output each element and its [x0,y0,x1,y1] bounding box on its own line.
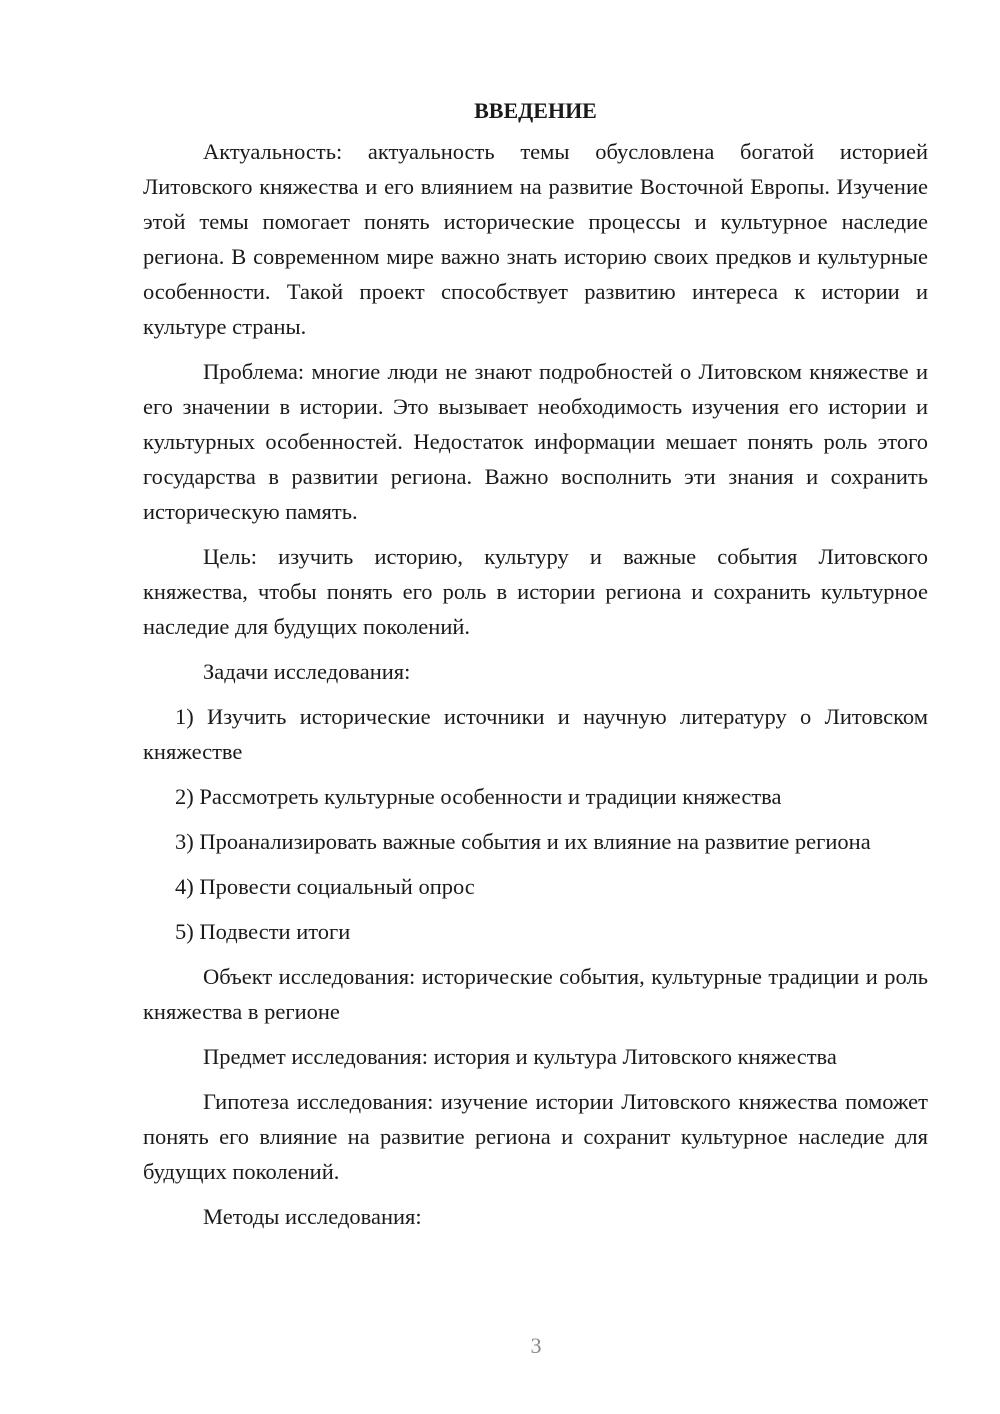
object-paragraph: Объект исследования: исторические события, культурные традиции и роль княжества в регионе [143,964,928,1024]
subject-paragraph: Предмет исследования: история и культура Литовского княжества [203,1044,837,1069]
task-item-3: 3) Проанализировать важные события и их влияние на развитие региона [175,829,871,854]
relevance-paragraph: Актуальность: актуальность темы обусловлена богатой историей Литовского княжества и его влиянием на развитие Восточной Европы. Изучение этой темы помогает понять исторические процессы и культурное наследие региона. В современном мире важно знать историю своих предков и культурные особенности. Такой проект способствует развитию интереса к истории и культуре страны. [143,139,928,339]
page-title: ВВЕДЕНИЕ [474,98,597,123]
problem-paragraph: Проблема: многие люди не знают подробностей о Литовском княжестве и его значении в истории. Это вызывает необходимость изучения его истории и культурных особенностей. Недостаток информации мешает понять роль этого государства в развитии региона. Важно восполнить эти знания и сохранить историческую память. [143,359,928,524]
task-item-2: 2) Рассмотреть культурные особенности и традиции княжества [175,784,782,809]
tasks-heading: Задачи исследования: [203,659,411,684]
page-number: 3 [530,1333,542,1358]
hypothesis-paragraph: Гипотеза исследования: изучение истории Литовского княжества поможет понять его влияние на развитие региона и сохранит культурное наследие для будущих поколений. [143,1089,928,1184]
task-item-5: 5) Подвести итоги [175,919,351,944]
goal-paragraph: Цель: изучить историю, культуру и важные события Литовского княжества, чтобы понять его роль в истории региона и сохранить культурное наследие для будущих поколений. [143,544,928,639]
task-item-1: 1) Изучить исторические источники и научную литературу о Литовском княжестве [143,704,928,764]
methods-heading: Методы исследования: [203,1204,422,1229]
document-page [143,96,928,1244]
task-item-4: 4) Провести социальный опрос [175,874,475,899]
